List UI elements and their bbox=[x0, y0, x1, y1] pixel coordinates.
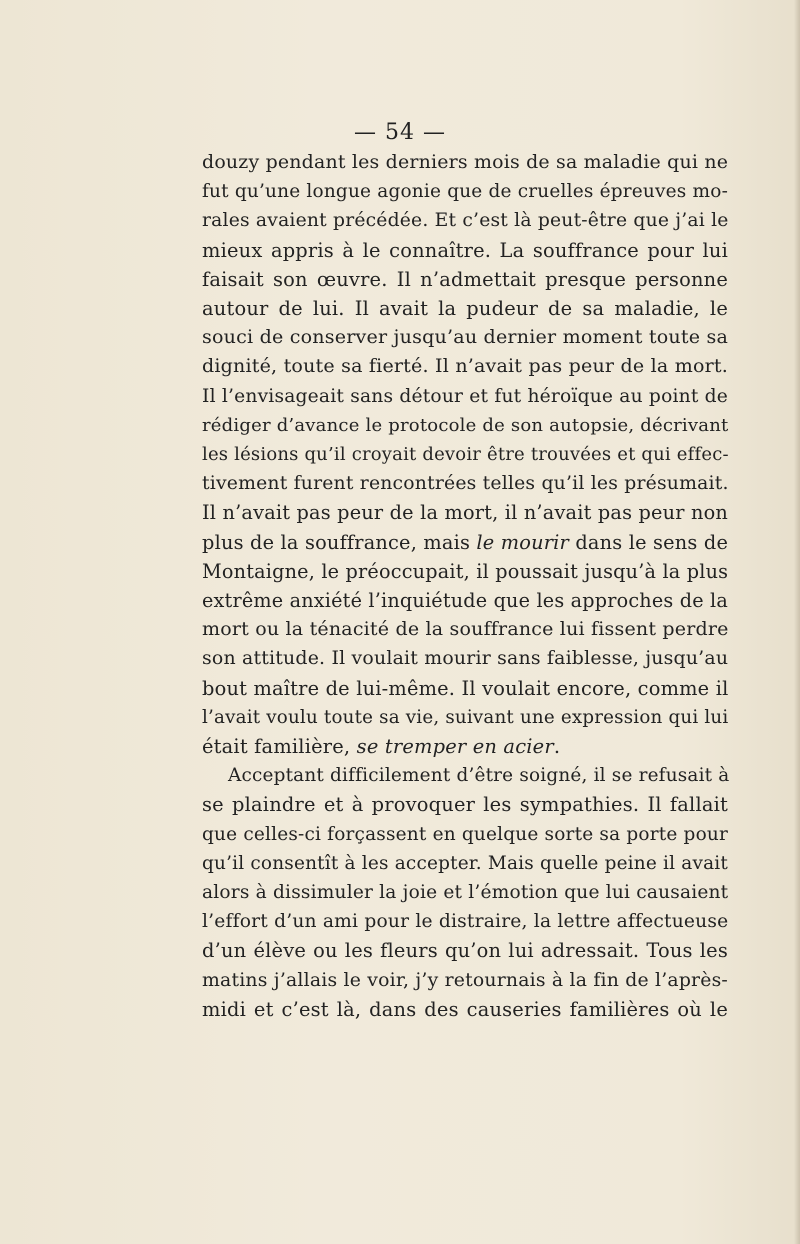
body-text bbox=[202, 148, 728, 1024]
text-line: Montaigne, le préoccupait, il poussait jusqu’à la plus bbox=[202, 559, 729, 583]
text-segment: plus de la souffrance, mais bbox=[202, 530, 477, 554]
text-line: tivement furent rencontrées telles qu’il les présumait. bbox=[202, 473, 729, 495]
text-line: rales avaient précédée. Et c’est là peut-être que j’ai le bbox=[202, 210, 729, 232]
text-line: mieux appris à le connaître. La souffrance pour lui bbox=[202, 238, 728, 262]
text-line-with-italic bbox=[202, 528, 728, 557]
text-line: alors à dissimuler la joie et l’émotion que lui causaient bbox=[202, 882, 729, 904]
text-line: Il n’avait pas peur de la mort, il n’avait pas peur non bbox=[202, 501, 728, 525]
text-line: l’effort d’un ami pour le distraire, la lettre affectueuse bbox=[202, 911, 729, 933]
text-segment: était familière, bbox=[202, 735, 357, 759]
page-number: — 54 — bbox=[354, 120, 446, 145]
italic-phrase: se tremper en acier bbox=[356, 735, 554, 759]
text-line: rédiger d’avance le protocole de son autopsie, décrivant bbox=[202, 414, 729, 436]
text-line: autour de lui. Il avait la pudeur de sa maladie, le bbox=[202, 297, 728, 321]
text-line: matins j’allais le voir, j’y retournais à la fin de l’après- bbox=[202, 969, 728, 991]
text-line: qu’il consentît à les accepter. Mais quelle peine il avait bbox=[202, 852, 728, 874]
text-line: se plaindre et à provoquer les sympathies. Il fallait bbox=[202, 793, 728, 817]
text-segment: dans le sens de bbox=[569, 530, 729, 554]
italic-phrase: le mourir bbox=[476, 530, 569, 554]
text-line: d’un élève ou les fleurs qu’on lui adressait. Tous les bbox=[202, 939, 728, 963]
text-segment: . bbox=[553, 735, 561, 759]
text-line: souci de conserver jusqu’au dernier moment toute sa bbox=[202, 326, 729, 349]
text-line: les lésions qu’il croyait devoir être trouvées et qui effec- bbox=[202, 444, 729, 466]
text-line: Il l’envisageait sans détour et fut héroïque au point de bbox=[202, 385, 729, 407]
text-line: douzy pendant les derniers mois de sa maladie qui ne bbox=[202, 151, 729, 173]
paragraph-end-line bbox=[202, 732, 728, 761]
text-line: son attitude. Il voulait mourir sans faiblesse, jusqu’au bbox=[202, 647, 729, 670]
paragraph-start-line: Acceptant difficilement d’être soigné, il se refusait à bbox=[228, 765, 730, 787]
text-line: dignité, toute sa fierté. Il n’avait pas peur de la mort. bbox=[202, 355, 728, 378]
text-line: faisait son œuvre. Il n’admettait presque personne bbox=[202, 267, 728, 291]
text-line: fut qu’une longue agonie que de cruelles épreuves mo- bbox=[202, 181, 729, 203]
text-line: bout maître de lui-même. Il voulait encore, comme il bbox=[202, 676, 729, 700]
text-line: l’avait voulu toute sa vie, suivant une expression qui lui bbox=[202, 706, 729, 728]
text-line: midi et c’est là, dans des causeries familières où le bbox=[202, 997, 728, 1021]
text-line: extrême anxiété l’inquiétude que les approches de la bbox=[202, 589, 728, 613]
text-line: que celles-ci forçassent en quelque sorte sa porte pour bbox=[202, 823, 729, 845]
text-line: mort ou la ténacité de la souffrance lui fissent perdre bbox=[202, 618, 729, 641]
page-edge-shadow bbox=[794, 0, 800, 1244]
